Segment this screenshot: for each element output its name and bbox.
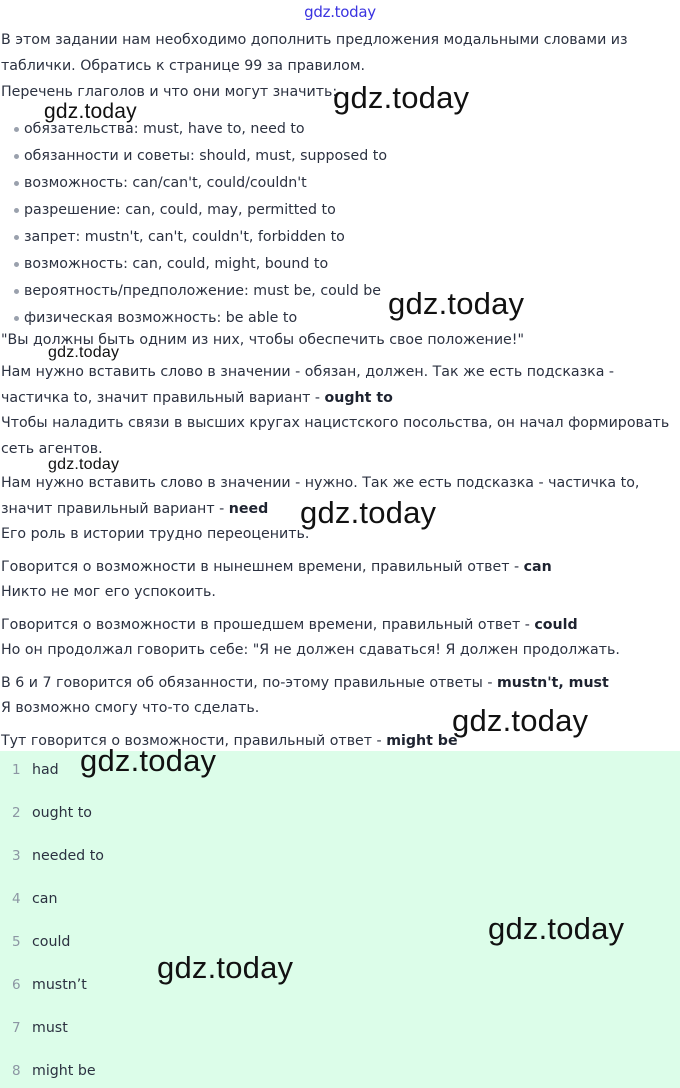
list-item: физическая возможность: be able to	[24, 310, 298, 326]
watermark: gdz.today	[388, 286, 525, 321]
answer-text: ought to	[32, 805, 92, 821]
bullet-icon	[14, 262, 19, 267]
sentence-6: Я возможно смогу что-то сделать.	[1, 700, 260, 716]
list-item: обязанности и советы: should, must, supposed to	[24, 148, 388, 164]
answer-text: could	[32, 934, 71, 950]
list-item: обязательства: must, have to, need to	[24, 121, 305, 137]
answer-number: 1	[12, 762, 21, 778]
answer-highlight: can	[523, 559, 552, 575]
bullet-icon	[14, 289, 19, 294]
answer-number: 3	[12, 848, 21, 864]
list-item: вероятность/предположение: must be, could be	[24, 283, 381, 299]
watermark: gdz.today	[44, 100, 137, 123]
sentence-2-line-1: Чтобы наладить связи в высших кругах нацистского посольства, он начал формировать	[1, 415, 670, 431]
intro-line-2: таблички. Обратись к странице 99 за правилом.	[1, 58, 366, 74]
answer-highlight: need	[228, 501, 269, 517]
answer-text: had	[32, 762, 59, 778]
explanation-6: Тут говорится о возможности, правильный ответ - might be	[1, 733, 458, 749]
answer-highlight: mustn't, must	[497, 675, 609, 691]
sentence-4: Никто не мог его успокоить.	[1, 584, 216, 600]
answer-text: must	[32, 1020, 68, 1036]
answer-text: mustn’t	[32, 977, 87, 993]
watermark: gdz.today	[80, 743, 217, 778]
explanation-3: Говорится о возможности в нынешнем времени, правильный ответ - can	[1, 559, 552, 575]
intro-line-3: Перечень глаголов и что они могут значить:	[1, 84, 338, 100]
list-item: запрет: mustn't, can't, couldn't, forbidden to	[24, 229, 345, 245]
answer-highlight: might be	[386, 733, 458, 749]
answer-highlight: ought to	[324, 390, 393, 406]
watermark: gdz.today	[48, 344, 120, 361]
explanation-1-line-2: частичка to, значит правильный вариант - ought to	[1, 390, 393, 406]
intro-line-1: В этом задании нам необходимо дополнить предложения модальными словами из	[1, 32, 628, 48]
answer-number: 6	[12, 977, 21, 993]
watermark: gdz.today	[300, 495, 437, 530]
answer-text: might be	[32, 1063, 96, 1079]
list-item: возможность: can/can't, could/couldn't	[24, 175, 307, 191]
explanation-4: Говорится о возможности в прошедшем времени, правильный ответ - could	[1, 617, 578, 633]
watermark: gdz.today	[333, 80, 470, 115]
answer-text: needed to	[32, 848, 104, 864]
bullet-icon	[14, 235, 19, 240]
explanation-2-line-2: значит правильный вариант - need	[1, 501, 269, 517]
list-item: возможность: can, could, might, bound to	[24, 256, 329, 272]
explanation-5: В 6 и 7 говорится об обязанности, по-этому правильные ответы - mustn't, must	[1, 675, 609, 691]
sentence-5: Но он продолжал говорить себе: "Я не должен сдаваться! Я должен продолжать.	[1, 642, 620, 658]
answer-number: 7	[12, 1020, 21, 1036]
answer-number: 4	[12, 891, 21, 907]
bullet-icon	[14, 316, 19, 321]
watermark: gdz.today	[452, 703, 589, 738]
sentence-2-line-2: сеть агентов.	[1, 441, 103, 457]
explanation-1-line-1: Нам нужно вставить слово в значении - обязан, должен. Так же есть подсказка -	[1, 364, 615, 380]
watermark: gdz.today	[488, 911, 625, 946]
answer-number: 8	[12, 1063, 21, 1079]
sentence-1: "Вы должны быть одним из них, чтобы обеспечить свое положение!"	[1, 332, 524, 348]
list-item: разрешение: can, could, may, permitted to	[24, 202, 336, 218]
bullet-icon	[14, 208, 19, 213]
top-watermark: gdz.today	[304, 3, 376, 21]
bullet-icon	[14, 181, 19, 186]
answer-number: 5	[12, 934, 21, 950]
watermark: gdz.today	[157, 950, 294, 985]
answer-number: 2	[12, 805, 21, 821]
answer-text: can	[32, 891, 58, 907]
bullet-icon	[14, 127, 19, 132]
watermark: gdz.today	[48, 456, 120, 473]
bullet-icon	[14, 154, 19, 159]
answer-highlight: could	[534, 617, 578, 633]
sentence-3: Его роль в истории трудно переоценить.	[1, 526, 310, 542]
explanation-2-line-1: Нам нужно вставить слово в значении - нужно. Так же есть подсказка - частичка to,	[1, 475, 640, 491]
